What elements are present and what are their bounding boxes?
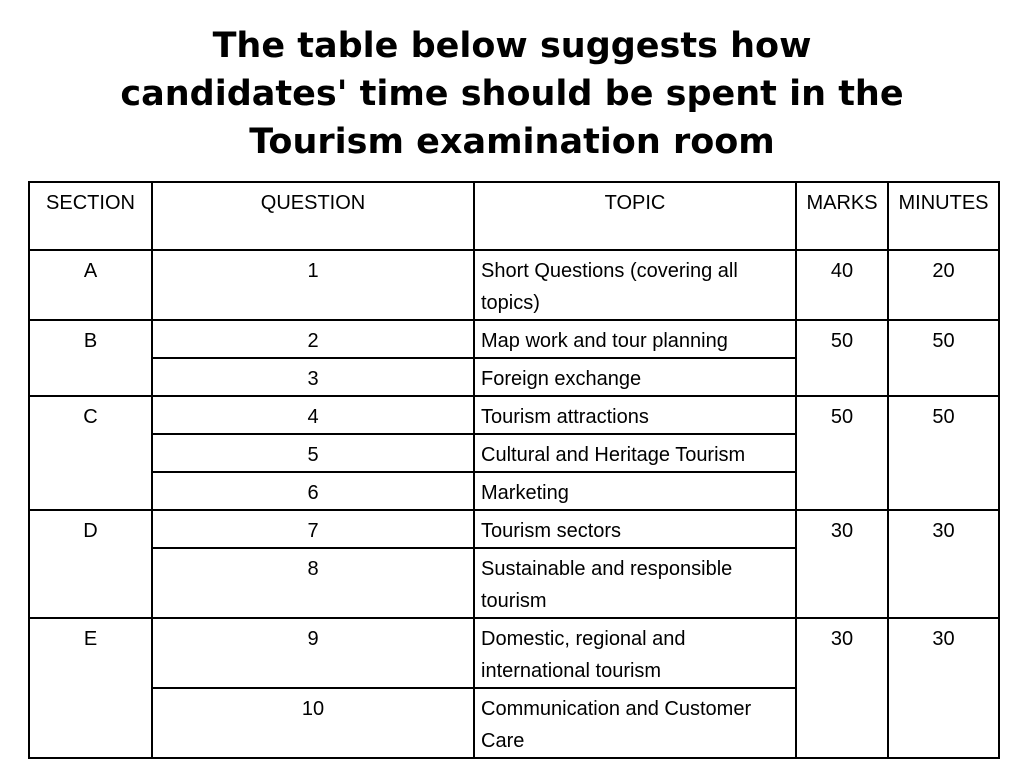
topic-cell: Tourism sectors bbox=[474, 510, 796, 548]
header-marks: MARKS bbox=[796, 182, 888, 250]
header-topic: TOPIC bbox=[474, 182, 796, 250]
minutes-cell: 30 bbox=[888, 618, 999, 758]
title-line-3: Tourism examination room bbox=[249, 122, 775, 162]
title-line-1: The table below suggests how bbox=[212, 26, 812, 66]
topic-cell: Marketing bbox=[474, 472, 796, 510]
minutes-cell: 30 bbox=[888, 510, 999, 618]
marks-cell: 40 bbox=[796, 250, 888, 320]
section-cell: C bbox=[29, 396, 152, 510]
minutes-cell: 20 bbox=[888, 250, 999, 320]
title-line-2: candidates' time should be spent in the bbox=[120, 74, 904, 114]
question-cell: 10 bbox=[152, 688, 474, 758]
marks-cell: 30 bbox=[796, 618, 888, 758]
marks-cell: 50 bbox=[796, 396, 888, 510]
question-cell: 5 bbox=[152, 434, 474, 472]
question-cell: 2 bbox=[152, 320, 474, 358]
question-cell: 1 bbox=[152, 250, 474, 320]
question-cell: 6 bbox=[152, 472, 474, 510]
question-cell: 3 bbox=[152, 358, 474, 396]
question-cell: 4 bbox=[152, 396, 474, 434]
topic-cell: Tourism attractions bbox=[474, 396, 796, 434]
topic-cell: Foreign exchange bbox=[474, 358, 796, 396]
header-minutes: MINUTES bbox=[888, 182, 999, 250]
page-title bbox=[0, 22, 1024, 166]
table-row bbox=[29, 396, 999, 434]
question-cell: 8 bbox=[152, 548, 474, 618]
table-row bbox=[29, 320, 999, 358]
topic-cell: Domestic, regional and international tourism bbox=[474, 618, 796, 688]
topic-cell: Short Questions (covering all topics) bbox=[474, 250, 796, 320]
table-row bbox=[29, 510, 999, 548]
section-cell: B bbox=[29, 320, 152, 396]
header-question: QUESTION bbox=[152, 182, 474, 250]
topic-cell: Cultural and Heritage Tourism bbox=[474, 434, 796, 472]
marks-cell: 50 bbox=[796, 320, 888, 396]
minutes-cell: 50 bbox=[888, 396, 999, 510]
exam-time-table bbox=[28, 181, 1000, 759]
section-cell: E bbox=[29, 618, 152, 758]
table-row bbox=[29, 618, 999, 688]
topic-cell: Communication and Customer Care bbox=[474, 688, 796, 758]
marks-cell: 30 bbox=[796, 510, 888, 618]
section-cell: A bbox=[29, 250, 152, 320]
question-cell: 9 bbox=[152, 618, 474, 688]
minutes-cell: 50 bbox=[888, 320, 999, 396]
header-row bbox=[29, 182, 999, 250]
topic-cell: Sustainable and responsible tourism bbox=[474, 548, 796, 618]
section-cell: D bbox=[29, 510, 152, 618]
topic-cell: Map work and tour planning bbox=[474, 320, 796, 358]
question-cell: 7 bbox=[152, 510, 474, 548]
header-section: SECTION bbox=[29, 182, 152, 250]
table-row bbox=[29, 250, 999, 320]
